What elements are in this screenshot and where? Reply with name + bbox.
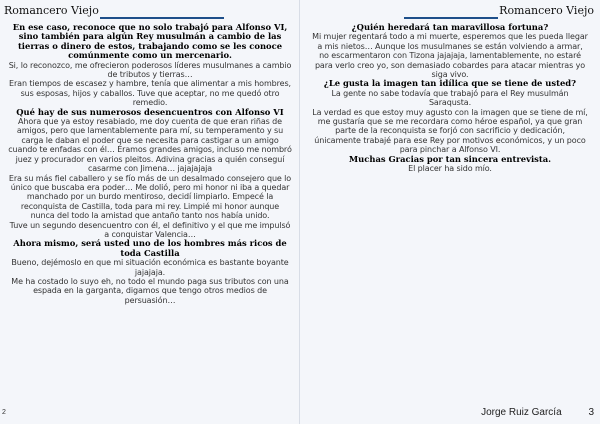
- question: Muchas Gracias por tan sincera entrevista.: [348, 153, 552, 164]
- answer: La verdad es que estoy muy agusto con la imagen que se tiene de mí, me gustaría que se me recordara como héroe español, ya que gran parte de la reconquista se forjó con sacrificio y dedicación, únicamente trabajé para ese Rey por motivos económicos, y un poco para pinchar a Alfonso VI.: [312, 107, 588, 155]
- answer: Bueno, dejémoslo en que mi situación económica es bastante boyante jajajaja.: [11, 258, 289, 277]
- left-header-title: Romancero Viejo: [4, 4, 99, 17]
- question: ¿Quién heredará tan maravillosa fortuna?: [351, 22, 549, 32]
- answer: Mi mujer regentará todo a mi muerte, esperemos que les pueda llegar a mis nietos… Aunque los musulmanes se están volviendo a armar, no escarmentaron con Tizona jajajaja, lamentablemente, no estaré para verlo creo yo, son demasiado cobardes para atacar mientras yo siga vivo.: [312, 32, 588, 80]
- page-number-left: 2: [2, 409, 6, 416]
- answer: Me ha costado lo suyo eh, no todo el mundo paga sus tributos con una espada en la garganta, digamos que tengo otros medios de persuasión…: [11, 276, 289, 305]
- answer: Eran tiempos de escasez y hambre, tenía que alimentar a mis hombres, sus esposas, hijos y caballos. Tuve que aceptar, no me quedó otro remedio.: [9, 79, 291, 108]
- answer: Era su más fiel caballero y se fío más de un desalmado consejero que lo único que buscaba era poder… Me dolió, pero mi honor ni iba a quedar manchado por un burdo mentiroso, decidí limpiarlo. Empecé la reconquista de Castilla, toda para mi rey. Limpié mi honor aunque nunca del todo la amistad que antaño tanto nos había unido.: [8, 173, 292, 221]
- question: En ese caso, reconoce que no solo trabajó para Alfonso VI, sino también para algún Rey musulmán a cambio de las tierras o dinero de estos, trabajando como se les conoce comúnmente como un mercenario.: [12, 22, 288, 61]
- right-footer: [481, 407, 594, 418]
- question: ¿Le gusta la imagen tan idílica que se tiene de usted?: [323, 78, 577, 89]
- author-name: Jorge Ruiz García: [481, 407, 562, 418]
- right-page-content: [312, 23, 588, 174]
- left-header-rule: [100, 17, 224, 19]
- right-page: [300, 0, 600, 424]
- right-header-title: Romancero Viejo: [499, 4, 594, 17]
- answer: El placer ha sido mío.: [408, 164, 492, 174]
- answer: Ahora que ya estoy resabiado, me doy cuenta de que eran riñas de amigos, pero que lamentablemente para mí, su temperamento y su carga le daban el poder que se necesita para castigar a un amigo cuando te enfadas con él… Éramos grandes amigos, incluso me nombró juez y procurador en varios pleitos. Adivina gracias a quién conseguí casarme con Jimena… jajajajaja: [8, 117, 292, 174]
- right-header-rule: [404, 17, 498, 19]
- answer: Tuve un segundo desencuentro con él, el definitivo y el que me impulsó a conquistar Valencia…: [9, 220, 291, 239]
- question: Ahora mismo, será usted uno de los hombres más ricos de toda Castilla: [13, 238, 287, 258]
- left-page-content: [8, 23, 292, 305]
- answer: La gente no sabe todavía que trabajó para el Rey musulmán Saraqusta.: [331, 88, 569, 108]
- answer: Si, lo reconozco, me ofrecieron poderosos líderes musulmanes a cambio de tributos y tierras…: [8, 60, 292, 80]
- page-number-right: 3: [588, 407, 594, 418]
- question: Qué hay de sus numerosos desencuentros con Alfonso VI: [16, 106, 284, 117]
